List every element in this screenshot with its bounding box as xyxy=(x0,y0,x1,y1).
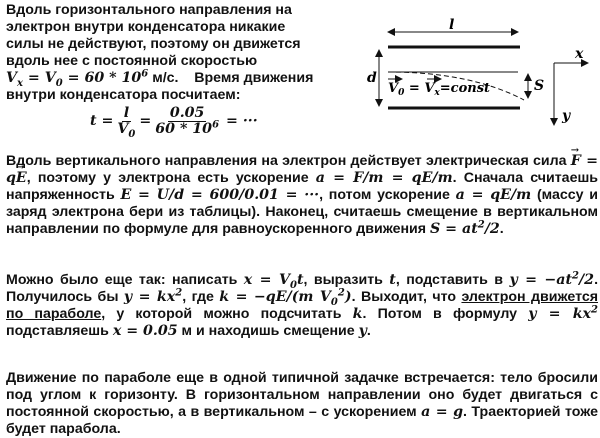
label-d: d xyxy=(367,70,377,86)
intro-line-5: $V_x = V_0 = 60 * 10^6$ м/с. Время движения xyxy=(6,68,314,89)
parabola-paragraph: Можно было еще так: написать $x = V_0t$, выразить t, подставить в $y = -at^2/2$. Получилось бы $y = kx^2$, где k = −qE/(m $V_0^2$). Выходит, что электрон движется по параболе, у которой можно подсчитать k. Потом в формулу $y = kx^2$ подставляешь x = 0.05 м и находишь смещение y. xyxy=(6,270,599,339)
label-S: S xyxy=(534,78,545,94)
velocity-equation: $V_0$ = $V_x=const$ xyxy=(388,81,491,98)
intro-time-label: Время движения xyxy=(194,70,314,86)
intro-line-2: электрон внутри конденсатора никакие xyxy=(6,19,286,35)
vx-equation: $V_x = V_0 = 60 * 10^6$ xyxy=(6,68,149,89)
fraction-l-v0: $\frac{l}{V_0}$ xyxy=(117,105,136,140)
intro-line-6: внутри конденсатора посчитаем: xyxy=(6,87,241,103)
time-formula: t = $\frac{l}{V_0}$ = $\frac{0.05}{60 * 10^6}$ = ··· xyxy=(90,105,258,140)
capacitor-diagram xyxy=(366,18,594,130)
intro-line-4: вдоль нее с постоянной скоростью xyxy=(6,53,258,69)
label-l: l xyxy=(449,18,455,33)
vertical-motion-paragraph: Вдоль вертикального направления на электрон действует электрическая сила → F = q→ E, поэтому у электрона есть ускорение a = F/m = qE/m. Сначала считаешь напряженность E = U/d = 600/0.01 = ···, потом ускорение a = qE/m (массу и заряд электрона бери из таблицы). Наконец, считаешь смещение в вертикальном направлении по формуле для равноускоренного движения $S = at^2/2$. xyxy=(6,153,598,238)
label-x: x xyxy=(575,46,584,62)
projectile-paragraph: Движение по параболе еще в одной типичной задачке встречается: тело бросили под углом к горизонту. В горизонтальном направлении оно будет двигаться с постоянной скоростью, а в вертикальном – с ускорением a = g. Траекторией тоже будет парабола. xyxy=(6,370,598,437)
fraction-numeric: $\frac{0.05}{60 * 10^6}$ xyxy=(155,105,220,137)
parabola-emphasis: электрон движется по параболе xyxy=(6,289,599,322)
label-y: y xyxy=(562,108,571,124)
intro-line-3: силы не действуют, поэтому он движется xyxy=(6,36,301,52)
intro-line-1: Вдоль горизонтального направления на xyxy=(6,2,292,18)
intro-paragraph xyxy=(6,2,366,104)
